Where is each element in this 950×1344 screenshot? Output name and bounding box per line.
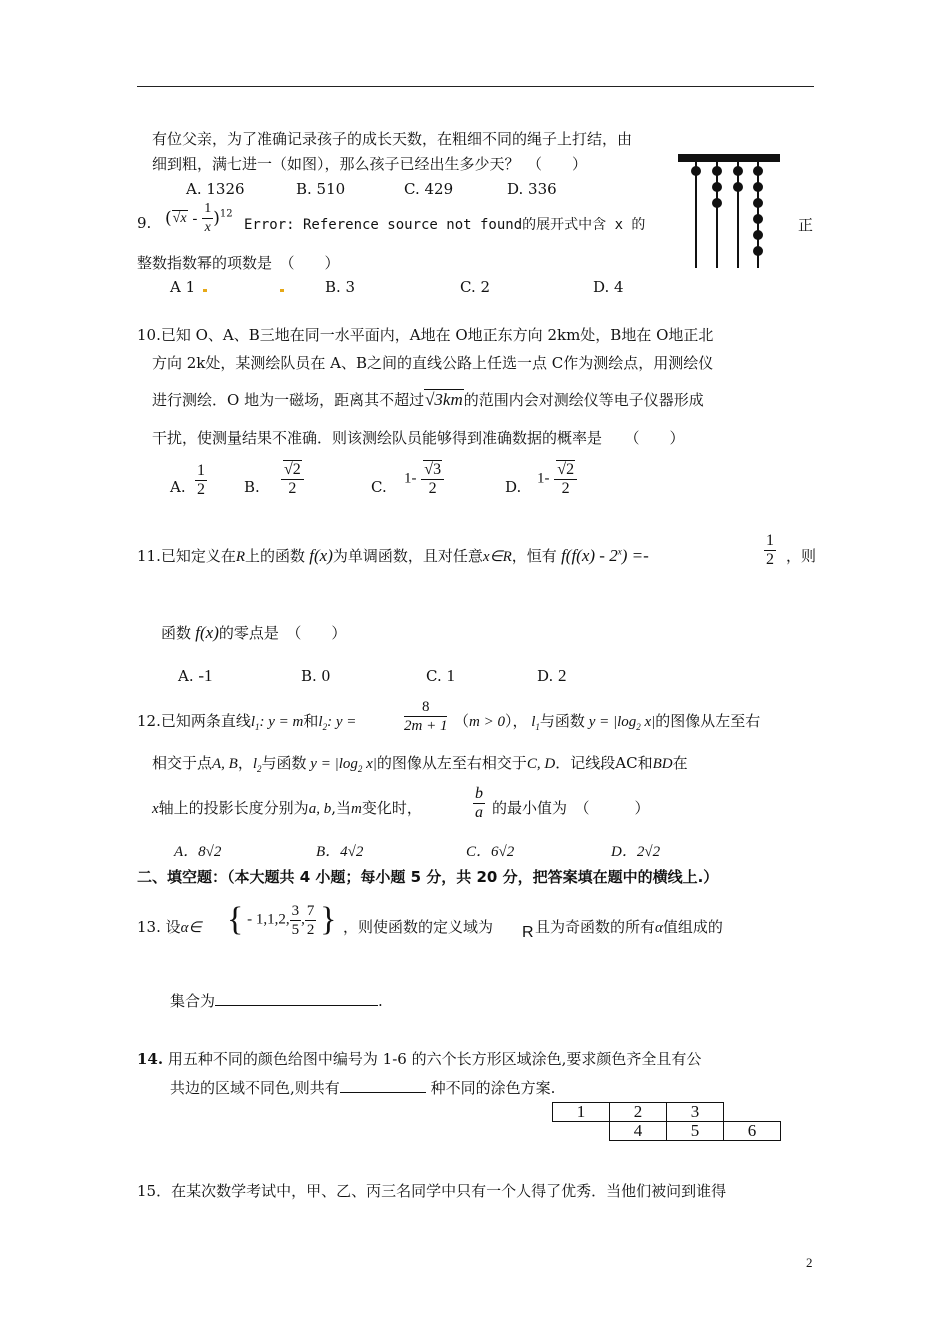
q12-line2f: 在 [672,754,688,772]
q11-line1: 11.已知定义在R上的函数 f(x)为单调函数，且对任意x∈R，恒有 $f(f(x) - 2^x)$ =- [137,546,649,565]
q11-line1b: 上的函数 [245,547,306,565]
q13-r: R [522,924,534,941]
q13-set: { - 1,1,2, $\frac{3}{5}$ , $\frac{7}{2}$ } [227,901,337,938]
q14-line2 [170,1077,555,1098]
q9-option-d: D. 4 [593,278,624,296]
q10-option-d-label: D. [505,478,522,496]
q11-option-d [537,666,567,686]
q14-line2a: 共边的区域不同色,则共有 [170,1079,340,1097]
q9-tail: 正 [798,216,814,234]
q10-line3: 进行测绘．O 地为一磁场，距离其不超过√3km的范围内会对测绘仪等电子仪器形成 [152,390,704,409]
q11-option-b [301,666,330,686]
q9-binomial: (√x - $\frac{1}{x}$ )$^{12}$ [165,201,233,235]
q12-line2c: 与函数 [261,754,307,772]
region-cell: 4 [610,1122,667,1141]
q10-option-a-value: $\frac{1}{2}$ [197,462,205,498]
q10-option-c-value: 1- $\frac{√3}{2}$ [404,460,444,498]
q11-line1d: ，恒有 [511,547,557,565]
q12-option-b: B．4√2 [316,844,364,860]
q14-line2b: 种不同的涂色方案. [430,1079,556,1097]
q10-line4: 干扰，使测量结果不准确．则该测绘队员能够得到准确数据的概率是 （ ） [152,429,685,447]
q12-line3a: 轴上的投影长度分别为 [158,799,309,817]
q8-option-b: B. 510 [296,180,346,198]
region-cell: 5 [667,1122,724,1141]
q8-line1: 有位父亲，为了准确记录孩子的成长天数，在粗细不同的绳子上打结，由 [152,130,633,148]
q12-line1d: ）， [504,712,528,730]
q11-option-a-label: A. [178,667,194,685]
q10-option-c-label: C. [371,478,387,496]
q10-option-b-label: B. [244,478,260,496]
q12-fraction: $\frac{8}{2m + 1}$ [404,699,448,734]
q12-line1c: （ [454,712,470,730]
q12-line1: 12.已知两条直线$l_1$: y = m和$l_2$: y = [137,712,357,732]
q10-line3b: 的范围内会对测绘仪等电子仪器形成 [463,391,704,409]
q8-line2: 细到粗，满七进一（如图），那么孩子已经出生多少天？ （ ） [152,155,588,173]
q12-line2d: 的图像从左至右相交于 [376,754,527,772]
q13-line1d: 且为奇函数的所有 [535,918,656,936]
q13-number: 13. [137,918,161,936]
q12-line3b: ,当 [331,799,351,817]
q12-line2b: ， [237,754,253,772]
q11-option-d-value: 2 [558,666,567,685]
q11-option-a [178,666,213,686]
q12-line2e: ．记线段AC和 [555,754,653,772]
q12-line2a: 相交于点 [152,754,213,772]
q9-exponent: 12 [219,208,233,220]
q14-line1-text: 用五种不同的颜色给图中编号为 1-6 的六个长方形区域涂色,要求颜色齐全且有公 [167,1050,702,1068]
q11-line2a: 函数 [161,624,192,642]
q10-option-d-value: 1- $\frac{√2}{2}$ [537,460,577,498]
q13-line1a: 设 [165,918,181,936]
q8-option-a: A. 1326 [186,180,245,198]
q12-line1a: 12.已知两条直线 [137,712,251,730]
q13-end: . [378,992,383,1010]
q11-option-c [426,666,455,686]
q13-line1e: 值组成的 [662,918,723,936]
mark [280,289,284,292]
region-cell: 6 [724,1122,781,1141]
q13-line2-label: 集合为 [170,992,216,1010]
q9-error-text: Error: Reference source not found的展开式中含 x 的 [244,217,646,233]
q12-line2: 相交于点A, B，$l_2$与函数 $y = |\log_2$ x|的图像从左至右相交于C, D．记线段AC和BD在 [152,754,688,774]
q12-option-c: C．6√2 [466,844,515,860]
q11-option-c-label: C. [426,667,442,685]
q14-region-grid [552,1102,781,1141]
q12-line3d: 的最小值为 （ ） [492,799,650,817]
q13-line1-rest [343,916,493,937]
q11-option-b-value: 0 [321,666,331,685]
q12-option-d: D．2√2 [611,844,661,860]
q8-option-d: D. 336 [507,180,557,198]
q11-line2: 函数 f(x)的零点是 （ ） [161,623,347,642]
q10-option-b-value: $\frac{√2}{2}$ [281,460,304,498]
q13-line1b: ，则使函数 [343,918,419,936]
q9-number: 9. [137,214,152,232]
q13-line1: 13. 设α∈ [137,918,202,936]
q13-line1c: 的定义域为 [418,918,494,936]
q11-line1e: ，则 [786,547,817,565]
q14-number: 14. [137,1050,164,1068]
q14-answer-blank[interactable] [340,1092,426,1093]
q9-option-a: A 1 [170,278,196,296]
q11-line1c: 为单调函数，且对任意 [332,547,483,565]
q15-line1: 15．在某次数学考试中，甲、乙、丙三名同学中只有一个人得了优秀．当他们被问到谁得 [137,1182,727,1200]
page-number: 2 [806,1255,813,1270]
q14-line1 [137,1048,701,1069]
q12-line3: x轴上的投影长度分别为a, b,当m变化时， [152,799,422,817]
q12-b-over-a: $\frac{b}{a}$ [475,785,483,821]
q12-line1-rest: （m > 0）， $l_1$与函数 $y = |\log_2$ x|的图像从左至右 [454,712,761,732]
mark [203,289,207,292]
q10-line3a: 进行测绘．O 地为一磁场，距离其不超过 [152,391,425,409]
q12-option-a: A．8√2 [174,844,222,860]
q13-line2 [170,990,383,1011]
q9-option-b: B. 3 [325,278,356,296]
header-rule [137,86,814,87]
q10-line1: 10.已知 O、A、B三地在同一水平面内，A地在 O地正东方向 2km处，B地在 O地正北 [137,326,714,344]
q13-line1-end: 且为奇函数的所有α值组成的 [535,918,723,936]
q12-line1b: 和 [303,712,319,730]
q10-option-a-label: A. [170,478,186,496]
q11-option-c-value: 1 [446,666,455,685]
q11-line2b: 的零点是 （ ） [218,624,347,642]
q13-answer-blank[interactable] [215,1005,378,1006]
q9-line2: 整数指数幂的项数是 （ ） [137,254,340,272]
q12-line3c: 变化时， [361,799,422,817]
empty-cell [724,1103,781,1122]
q8-option-c: C. 429 [404,180,454,198]
section-2-heading: 二、填空题：（本大题共 4 小题；每小题 5 分，共 20 分，把答案填在题中的横线上.） [137,868,719,886]
q11-option-b-label: B. [301,667,317,685]
q11-half: $\frac{1}{2}$ [766,532,774,568]
region-cell: 1 [553,1103,610,1122]
q12-line1e: 与函数 [539,712,585,730]
q11-option-d-label: D. [537,667,554,685]
knotted-rope-figure [676,152,782,270]
q11-line1a: 11.已知定义在 [137,547,236,565]
region-cell: 2 [610,1103,667,1122]
q11-option-a-value: -1 [198,666,213,685]
region-cell: 3 [667,1103,724,1122]
q9-option-c: C. 2 [460,278,491,296]
q10-line2: 方向 2k处，某测绘队员在 A、B之间的直线公路上任选一点 C作为测绘点，用测绘仪 [152,354,714,372]
q12-line1f: 的图像从左至右 [655,712,761,730]
empty-cell [553,1122,610,1141]
